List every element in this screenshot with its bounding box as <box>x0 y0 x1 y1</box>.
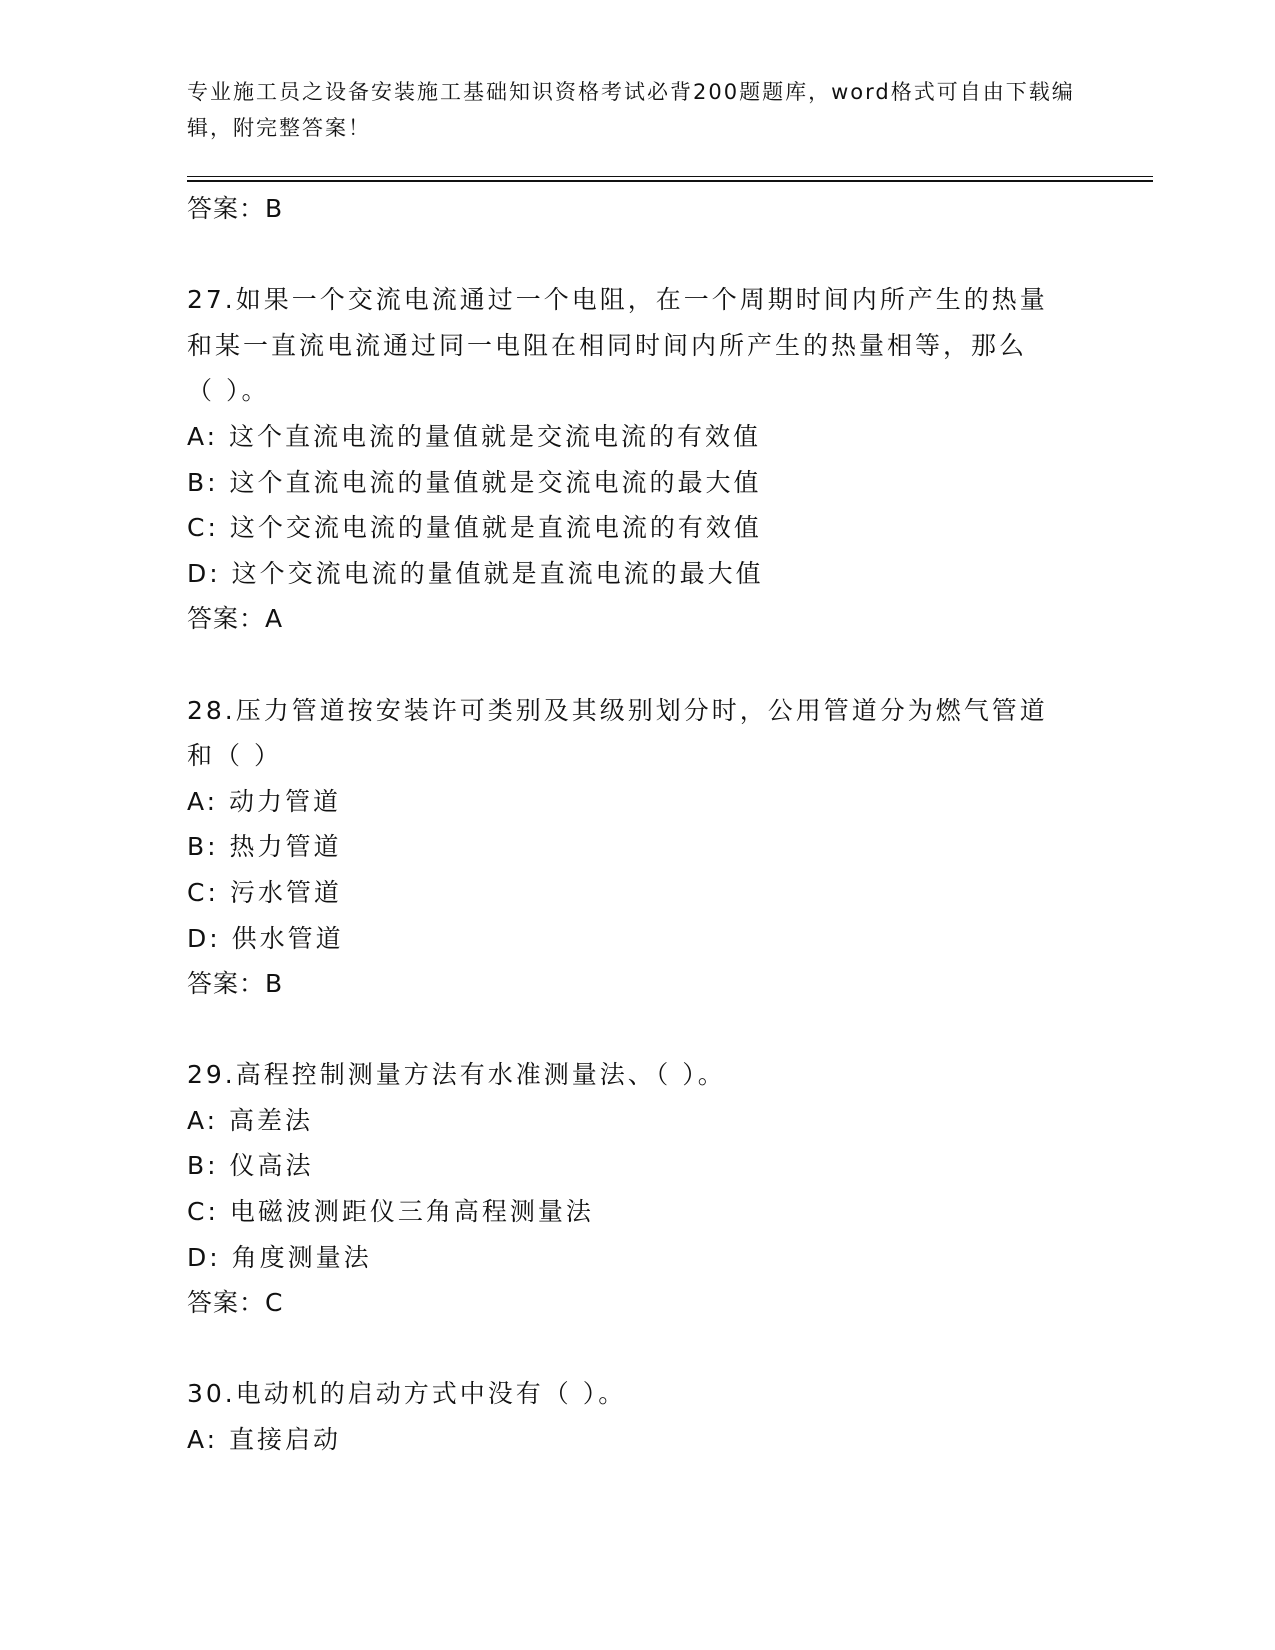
question-28 <box>187 688 1087 1007</box>
question-stem-line: 27.如果一个交流电流通过一个电阻，在一个周期时间内所产生的热量 <box>187 285 1048 315</box>
spacer <box>187 642 1087 688</box>
header-rule-thick <box>187 180 1153 182</box>
option-a: A: 动力管道 <box>187 786 342 816</box>
question-answer: 答案：A <box>187 604 284 634</box>
question-stem-line: 29.高程控制测量方法有水准测量法、（ ）。 <box>187 1060 726 1090</box>
question-list <box>187 186 1087 1463</box>
question-answer: 答案：C <box>187 1288 284 1318</box>
option-a: A: 高差法 <box>187 1105 314 1135</box>
option-b: B: 仪高法 <box>187 1151 314 1181</box>
spacer <box>187 1326 1087 1372</box>
question-stem-line: （ ）。 <box>187 376 270 406</box>
option-d: D: 角度测量法 <box>187 1242 372 1272</box>
question-27 <box>187 277 1087 642</box>
spacer <box>187 1007 1087 1053</box>
option-c: C: 这个交流电流的量值就是直流电流的有效值 <box>187 513 762 543</box>
option-c: C: 电磁波测距仪三角高程测量法 <box>187 1197 594 1227</box>
option-a: A: 直接启动 <box>187 1425 342 1455</box>
option-b: B: 热力管道 <box>187 832 342 862</box>
question-stem-line: 30.电动机的启动方式中没有（ ）。 <box>187 1379 627 1409</box>
document-header: 专业施工员之设备安装施工基础知识资格考试必背200题题库，word格式可自由下载编辑，附完整答案！ <box>187 80 1075 140</box>
previous-answer: 答案：B <box>187 194 284 223</box>
question-29 <box>187 1052 1087 1326</box>
option-d: D: 供水管道 <box>187 923 344 953</box>
option-a: A: 这个直流电流的量值就是交流电流的有效值 <box>187 421 762 451</box>
option-d: D: 这个交流电流的量值就是直流电流的最大值 <box>187 558 764 588</box>
header-rule-thin <box>187 176 1153 177</box>
question-stem-line: 和（ ） <box>187 741 282 771</box>
question-stem-line: 28.压力管道按安装许可类别及其级别划分时，公用管道分为燃气管道 <box>187 695 1048 725</box>
question-30 <box>187 1371 1087 1462</box>
option-c: C: 污水管道 <box>187 877 342 907</box>
question-stem-line: 和某一直流电流通过同一电阻在相同时间内所产生的热量相等，那么 <box>187 330 1028 360</box>
option-b: B: 这个直流电流的量值就是交流电流的最大值 <box>187 467 762 497</box>
question-answer: 答案：B <box>187 969 284 999</box>
spacer <box>187 232 1087 278</box>
